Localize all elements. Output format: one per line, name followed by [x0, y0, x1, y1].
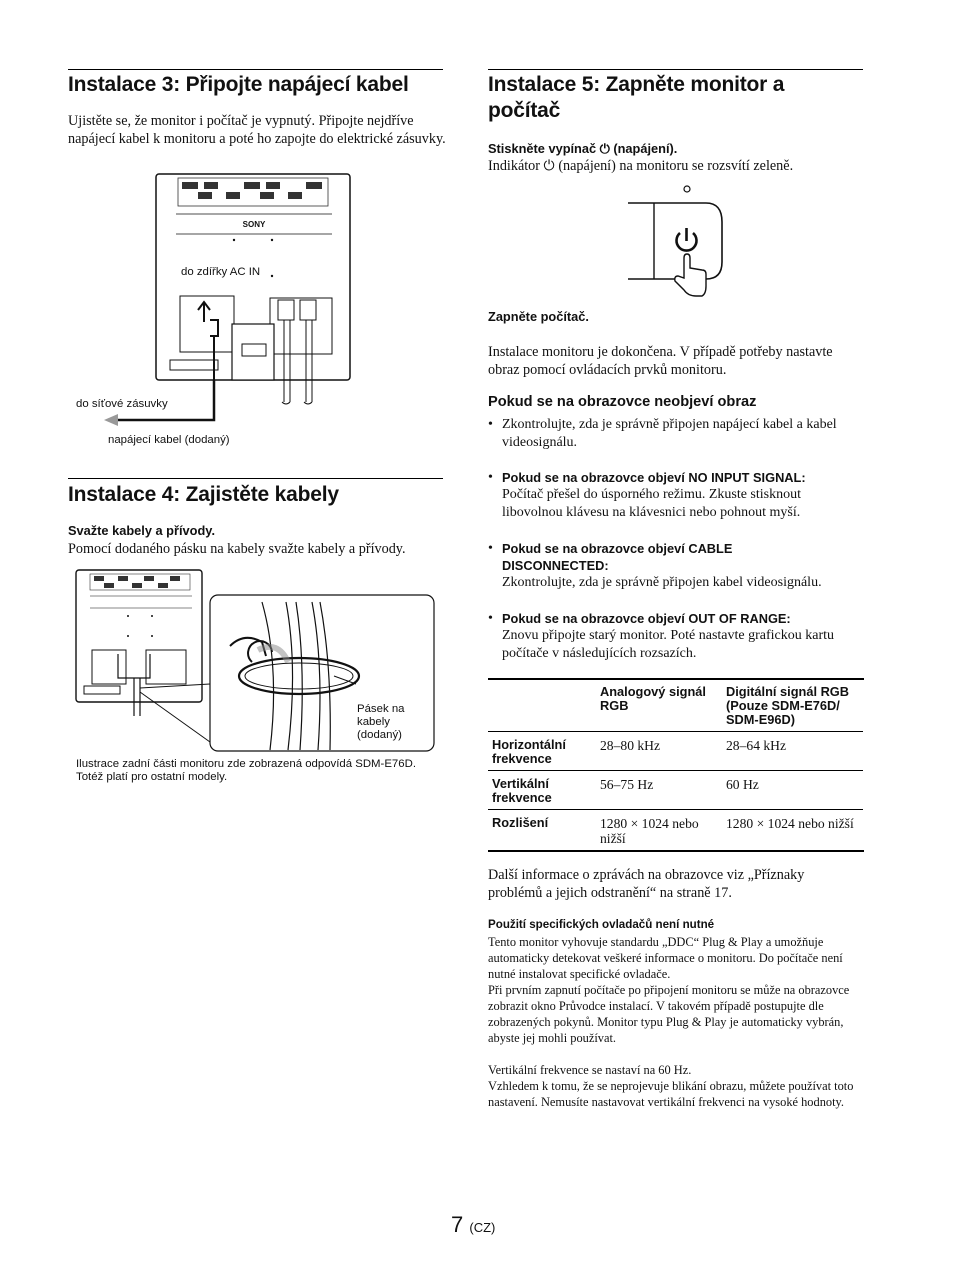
- install-5-step-2: Zapněte počítač.: [488, 309, 589, 324]
- label-power-cable: napájecí kabel (dodaný): [108, 434, 230, 446]
- section-rule: [68, 478, 443, 479]
- install-3-text: Ujistěte se, že monitor i počítač je vypnutý. Připojte nejdříve napájecí kabel k monitoru a poté ho zapojte do elektrické zásuvky.: [68, 113, 446, 147]
- page-number: 7 (CZ): [451, 1212, 496, 1237]
- table-row: Rozlišení 1280 × 1024 nebo nižší 1280 × 1024 nebo nižší: [488, 810, 863, 851]
- install-5-text-2: Instalace monitoru je dokončena. V případě potřeby nastavte obraz pomocí ovládacích prvků monitoru.: [488, 344, 833, 378]
- label-ac-in: do zdířky AC IN: [181, 266, 261, 278]
- figure-caption: Ilustrace zadní části monitoru zde zobrazená odpovídá SDM-E76D. Totéž platí pro ostatní modely.: [76, 758, 416, 783]
- troubleshoot-item: • Pokud se na obrazovce objeví NO INPUT SIGNAL: Počítač přešel do úsporného režimu. Zkuste stisknout libovolnou klávesu na klávesnici nebo pohnout myší.: [488, 470, 806, 520]
- install-5-text-1: Indikátor ⏻ (napájení) na monitoru se rozsvítí zeleně.: [488, 158, 794, 174]
- table-row: Vertikální frekvence 56–75 Hz 60 Hz: [488, 771, 863, 810]
- section-title-install-3: Instalace 3: Připojte napájecí kabel: [68, 73, 409, 96]
- troubleshoot-title: Pokud se na obrazovce neobjeví obraz: [488, 394, 757, 410]
- table-header-digital: Digitální signál RGB (Pouze SDM-E76D/ SDM-E96D): [726, 684, 850, 727]
- section-title-install-4: Instalace 4: Zajistěte kabely: [68, 483, 339, 506]
- figure-power-cable: [60, 170, 360, 455]
- install-4-text: Pomocí dodaného pásku na kabely svažte kabely a přívody.: [68, 541, 406, 557]
- table-row: Horizontální frekvence 28–80 kHz 28–64 kHz: [488, 732, 863, 771]
- sony-logo: SONY: [242, 220, 266, 229]
- signal-table: [488, 678, 864, 852]
- power-button-illustration: [626, 182, 726, 298]
- drivers-title: Použití specifických ovladačů není nutné: [488, 918, 715, 931]
- troubleshoot-item: • Pokud se na obrazovce objeví OUT OF RANGE: Znovu připojte starý monitor. Poté nastavte grafickou kartu počítače v následujících rozsazích.: [488, 611, 835, 661]
- section-rule: [68, 69, 443, 70]
- section-rule: [488, 69, 863, 70]
- install-5-step-1: Stiskněte vypínač ⏻ (napájení).: [488, 141, 678, 156]
- table-header-analog: Analogový signál RGB: [600, 684, 706, 713]
- troubleshoot-item: • Pokud se na obrazovce objeví CABLE DISCONNECTED: Zkontrolujte, zda je správně připojen kabel videosignálu.: [488, 541, 822, 590]
- drivers-text: Tento monitor vyhovuje standardu „DDC“ Plug & Play a umožňuje automaticky detekovat veškeré informace o monitoru. Do počítače není nutné instalovat specifické ovladače. Při prvním zapnutí počítače po připojení monitoru se může na obrazovce zobrazit okno Průvodce instalací. V takovém případě postupujte dle zobrazených pokynů. Monitor typu Plug & Play je automaticky vybrán, abyste jej mohli používat. Vertikální frekvence se nastaví na 60 Hz. Vzhledem k tomu, že se neprojevuje blikání obrazu, můžete používat toto nastavení. Nemusíte nastavovat vertikální frekvenci na vysoké hodnoty.: [488, 935, 854, 1109]
- section-title-install-5: Instalace 5: Zapněte monitor a počítač: [488, 73, 785, 122]
- label-cable-strap: Pásek na kabely (dodaný): [357, 703, 405, 741]
- install-4-step: Svažte kabely a přívody.: [68, 523, 215, 538]
- troubleshoot-item: • Zkontrolujte, zda je správně připojen napájecí kabel a kabel videosignálu.: [488, 417, 837, 450]
- more-info-text: Další informace o zprávách na obrazovce viz „Příznaky problémů a jejich odstranění“ na straně 17.: [488, 867, 805, 901]
- label-power-socket: do síťové zásuvky: [76, 398, 168, 410]
